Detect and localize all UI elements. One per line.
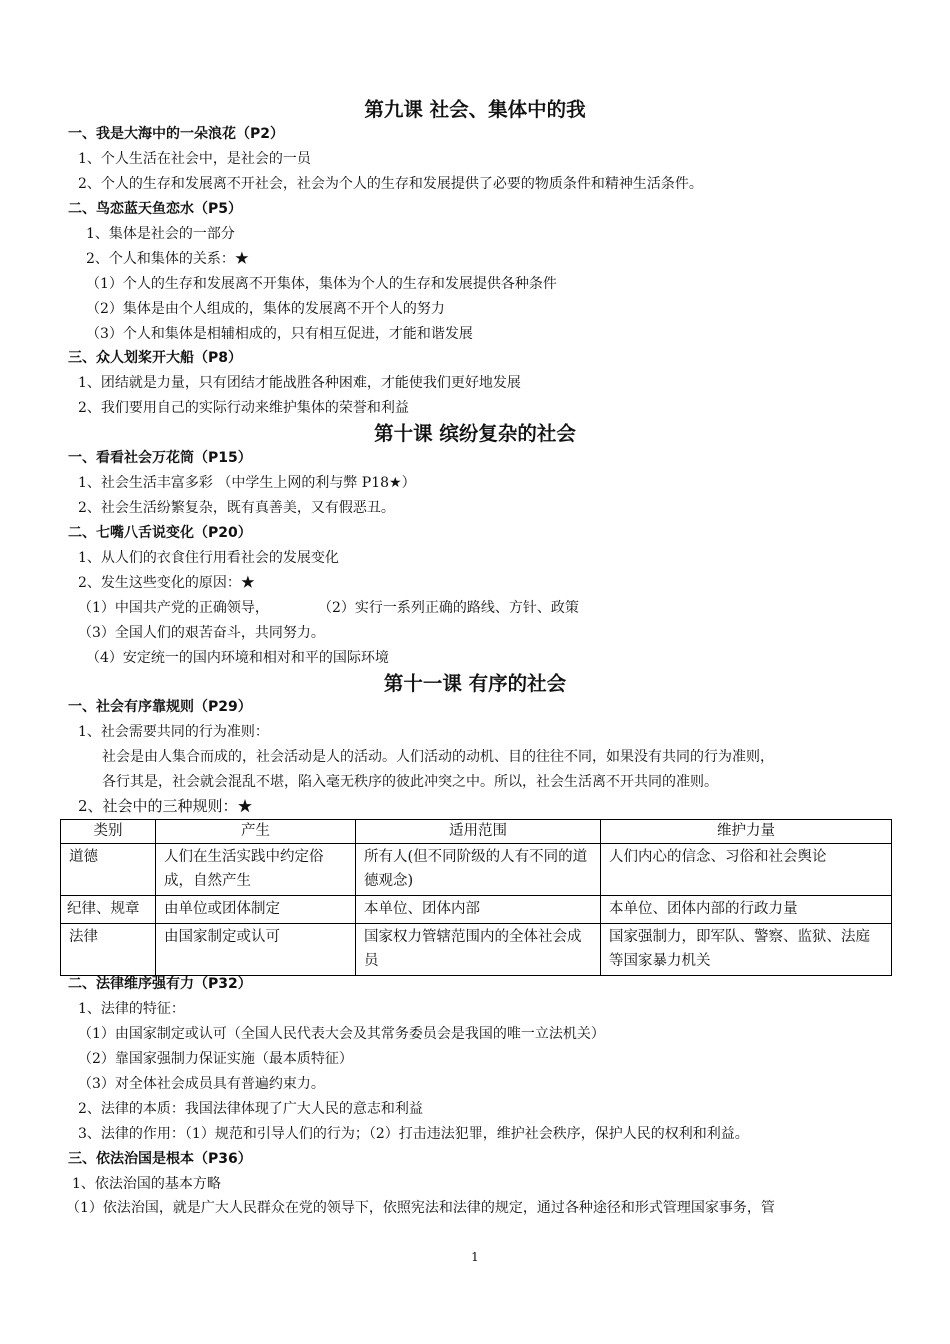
table-cell: 人们内心的信念、习俗和社会舆论 [601,844,892,896]
section-heading: 一、看看社会万花筒（P15） [68,450,252,466]
text-line: （3）全国人们的艰苦奋斗，共同努力。 [78,625,325,641]
text-line: 1、个人生活在社会中，是社会的一员 [78,151,311,167]
text-line: 1、从人们的衣食住行用看社会的发展变化 [78,550,339,566]
text-line: （2）靠国家强制力保证实施（最本质特征） [78,1051,353,1067]
table-header-row [61,820,892,844]
rules-table [60,819,892,976]
table-header-cell: 产生 [156,820,356,844]
text-line: （1）个人的生存和发展离不开集体，集体为个人的生存和发展提供各种条件 [86,276,557,292]
section-heading: 一、我是大海中的一朵浪花（P2） [68,126,285,142]
table-row [61,924,892,976]
table-cell: 国家权力管辖范围内的全体社会成员 [356,924,601,976]
text-line: （2）实行一系列正确的路线、方针、政策 [318,600,579,616]
text-line: 1、集体是社会的一部分 [86,226,235,242]
text-line: （2）集体是由个人组成的，集体的发展离不开个人的努力 [86,301,445,317]
section-heading: 三、依法治国是根本（P36） [68,1151,252,1167]
table-cell: 纪律、规章 [61,896,156,924]
section-heading: 二、鸟恋蓝天鱼恋水（P5） [68,201,243,217]
table-cell: 由单位或团体制定 [156,896,356,924]
table-row [61,896,892,924]
text-line: 3、法律的作用：（1）规范和引导人们的行为；（2）打击违法犯罪，维护社会秩序，保护人民的权利和利益。 [78,1126,749,1142]
text-line: 2、社会中的三种规则：★ [78,797,253,815]
table-header-cell: 适用范围 [356,820,601,844]
table-cell: 本单位、团体内部的行政力量 [601,896,892,924]
table-cell: 法律 [61,924,156,976]
section-heading: 二、七嘴八舌说变化（P20） [68,525,252,541]
paragraph-line: 各行其是，社会就会混乱不堪，陷入毫无秩序的彼此冲突之中。所以，社会生活离不开共同的准则。 [102,774,718,790]
table-cell: 国家强制力，即军队、警察、监狱、法庭等国家暴力机关 [601,924,892,976]
table-cell: 本单位、团体内部 [356,896,601,924]
text-line: （4）安定统一的国内环境和相对和平的国际环境 [86,650,389,666]
lesson-9-title: 第九课 社会、集体中的我 [364,98,586,121]
table-cell: 所有人(但不同阶级的人有不同的道德观念) [356,844,601,896]
text-line: （1）中国共产党的正确领导， [78,600,269,616]
text-line: 2、社会生活纷繁复杂，既有真善美，又有假恶丑。 [78,500,395,516]
table-cell: 道德 [61,844,156,896]
text-line: 2、我们要用自己的实际行动来维护集体的荣誉和利益 [78,400,409,416]
table-cell: 人们在生活实践中约定俗成，自然产生 [156,844,356,896]
text-line: 1、社会生活丰富多彩 （中学生上网的利与弊 P18★） [78,475,416,491]
text-line: （3）个人和集体是相辅相成的，只有相互促进，才能和谐发展 [86,326,473,342]
page-number: 1 [471,1250,479,1264]
table-header-cell: 类别 [61,820,156,844]
text-line: 1、依法治国的基本方略 [72,1176,221,1192]
section-heading: 一、社会有序靠规则（P29） [68,699,252,715]
lesson-10-title: 第十课 缤纷复杂的社会 [374,422,576,445]
paragraph-line: 社会是由人集合而成的，社会活动是人的活动。人们活动的动机、目的往往不同，如果没有共同的行为准则， [102,749,774,765]
text-line: （1）依法治国，就是广大人民群众在党的领导下，依照宪法和法律的规定，通过各种途径和形式管理国家事务，管 [66,1200,775,1216]
text-line: 2、发生这些变化的原因：★ [78,575,255,591]
table-row [61,844,892,896]
section-heading: 三、众人划桨开大船（P8） [68,350,243,366]
text-line: 1、社会需要共同的行为准则： [78,724,269,740]
text-line: 1、法律的特征： [78,1001,185,1017]
section-heading: 二、法律维序强有力（P32） [68,976,252,992]
text-line: （1）由国家制定或认可（全国人民代表大会及其常务委员会是我国的唯一立法机关） [78,1026,605,1042]
text-line: 2、个人和集体的关系：★ [86,251,249,267]
table-cell: 由国家制定或认可 [156,924,356,976]
text-line: 2、个人的生存和发展离不开社会，社会为个人的生存和发展提供了必要的物质条件和精神生活条件。 [78,176,703,192]
table-header-cell: 维护力量 [601,820,892,844]
text-line: （3）对全体社会成员具有普遍约束力。 [78,1076,325,1092]
text-line: 1、团结就是力量，只有团结才能战胜各种困难，才能使我们更好地发展 [78,375,521,391]
lesson-11-title: 第十一课 有序的社会 [383,672,567,695]
text-line: 2、法律的本质：我国法律体现了广大人民的意志和利益 [78,1101,423,1117]
